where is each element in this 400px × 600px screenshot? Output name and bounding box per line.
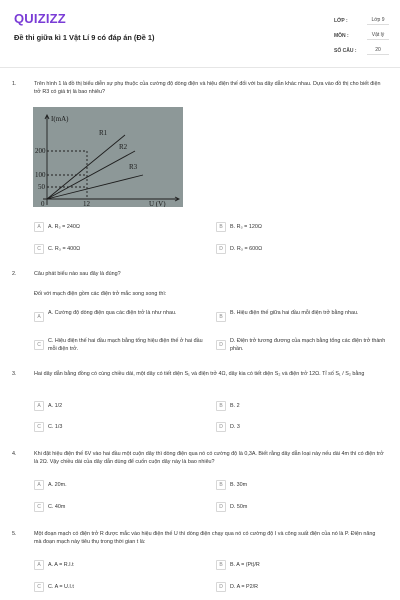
option-text: B. 30m [230,482,248,488]
meta-socau-label: SỐ CÂU : [334,48,357,54]
graph-label-r1: R1 [99,129,108,137]
graph-x-label: U (V) [149,200,166,207]
option-text: A. 20m. [48,482,67,488]
question-number: 3. [12,371,17,377]
graph-y-tick-100: 100 [35,171,46,179]
option-letter: B [216,312,226,322]
question-number: 5. [12,531,17,537]
option-text: C. 1/3 [48,424,63,430]
meta-mon [334,30,394,44]
option-letter: D [216,422,226,432]
meta-lop-value: Lớp 9 [367,15,389,25]
meta-lop [334,15,394,29]
option-letter: B [216,401,226,411]
graph-label-r2: R2 [119,143,128,151]
question-stem: Câu phát biểu nào sau đây là đúng? [34,271,121,277]
option-letter: D [216,244,226,254]
option-letter: C [34,340,44,350]
option-text: D. Điện trở tương đương của mạch bằng tổng các điện trở thành phần. [230,338,386,352]
option-text: D. R₃ = 600Ω [230,246,263,252]
meta-socau [334,45,394,59]
option-text: C. Hiệu điện thế hai đầu mạch bằng tổng hiệu điện thế ở hai đầu mỗi điện trở. [48,338,203,352]
option-letter: A [34,560,44,570]
question-stem: Khi đặt hiệu điện thế 6V vào hai đầu một cuộn dây thì dòng điện qua nó có cường độ là 0,3A. Biết rằng dây dẫn loại này nếu dài 4m thì có điện trở là 2Ω. Vậy chiều dài của dây dẫn dùng để cuốn cuộn dây này là bao nhiêu? [34,451,384,465]
option-text: A. A = R.I.t [48,562,74,568]
option-text: A. Cường độ dòng điện qua các điện trở là như nhau. [48,310,177,316]
option-text: A. 1/2 [48,403,63,409]
question-stem: Một đoạn mạch có điện trở R được mắc vào hiệu điện thế U thì dòng điện chạy qua nó có cường độ I và công suất điện của nó là P. Điện năng mà đoạn mạch này tiêu thụ trong thời gian t là: [34,531,376,545]
graph-y-label: I(mA) [51,115,69,123]
option-letter: A [34,312,44,322]
option-text: D. 50m [230,504,248,510]
option-letter: C [34,422,44,432]
option-text: C. R₃ = 400Ω [48,246,81,252]
question-number: 2. [12,271,17,277]
graph-x-tick-0: 0 [41,200,45,207]
option-text: B. R₃ = 120Ω [230,224,262,230]
question-stem: Trên hình 1 là đồ thị biểu diễn sự phụ thuộc của cường độ dòng điện và hiệu điện thế đối với ba dây dẫn khác nhau. Dựa vào đồ thị cho biết điện trở R3 có giá trị là bao nhiêu? [34,81,381,95]
quizizz-logo: QUIZIZZ [14,11,66,26]
option-letter: C [34,244,44,254]
meta-lop-label: LỚP : [334,18,348,24]
option-letter: D [216,582,226,592]
meta-socau-value: 20 [367,45,389,55]
option-letter: C [34,502,44,512]
question-stem: Hai dây dẫn bằng đồng có cùng chiều dài, một dây có tiết diện S₁ và điện trở 4Ω, dây kia có tiết diện S₂ và điện trở 12Ω. Tỉ số S₁ / S₂ bằng [34,371,365,377]
option-text: D. 3 [230,424,240,430]
option-text: C. A = U.I.t [48,584,74,590]
page-header [0,0,400,68]
graph-y-tick-200: 200 [35,147,46,155]
option-letter: A [34,401,44,411]
meta-mon-label: MÔN : [334,33,349,39]
graph-y-tick-50: 50 [38,183,45,191]
meta-mon-value: Vật lý [367,30,389,40]
option-letter: B [216,560,226,570]
question-1-graph [33,107,183,207]
option-letter: D [216,340,226,350]
option-letter: C [34,582,44,592]
question-number: 4. [12,451,17,457]
page-title: Đề thi giữa kì 1 Vật Lí 9 có đáp án (Đề 1) [14,33,155,42]
graph-label-r3: R3 [129,163,138,171]
option-letter: A [34,480,44,490]
option-text: C. 40m [48,504,66,510]
option-letter: D [216,502,226,512]
question-substem: Đối với mạch điện gồm các điện trở mắc song song thì: [34,291,167,297]
option-letter: A [34,222,44,232]
option-text: B. A = (Pt)/R [230,562,260,568]
option-text: D. A = P2/R [230,584,259,590]
option-text: B. Hiệu điện thế giữa hai đầu mỗi điện trở bằng nhau. [230,310,359,316]
option-text: B. 2 [230,403,240,409]
question-number: 1. [12,81,17,87]
option-letter: B [216,222,226,232]
option-text: A. R₃ = 240Ω [48,224,80,230]
graph-x-tick-12: 12 [83,200,90,207]
option-letter: B [216,480,226,490]
